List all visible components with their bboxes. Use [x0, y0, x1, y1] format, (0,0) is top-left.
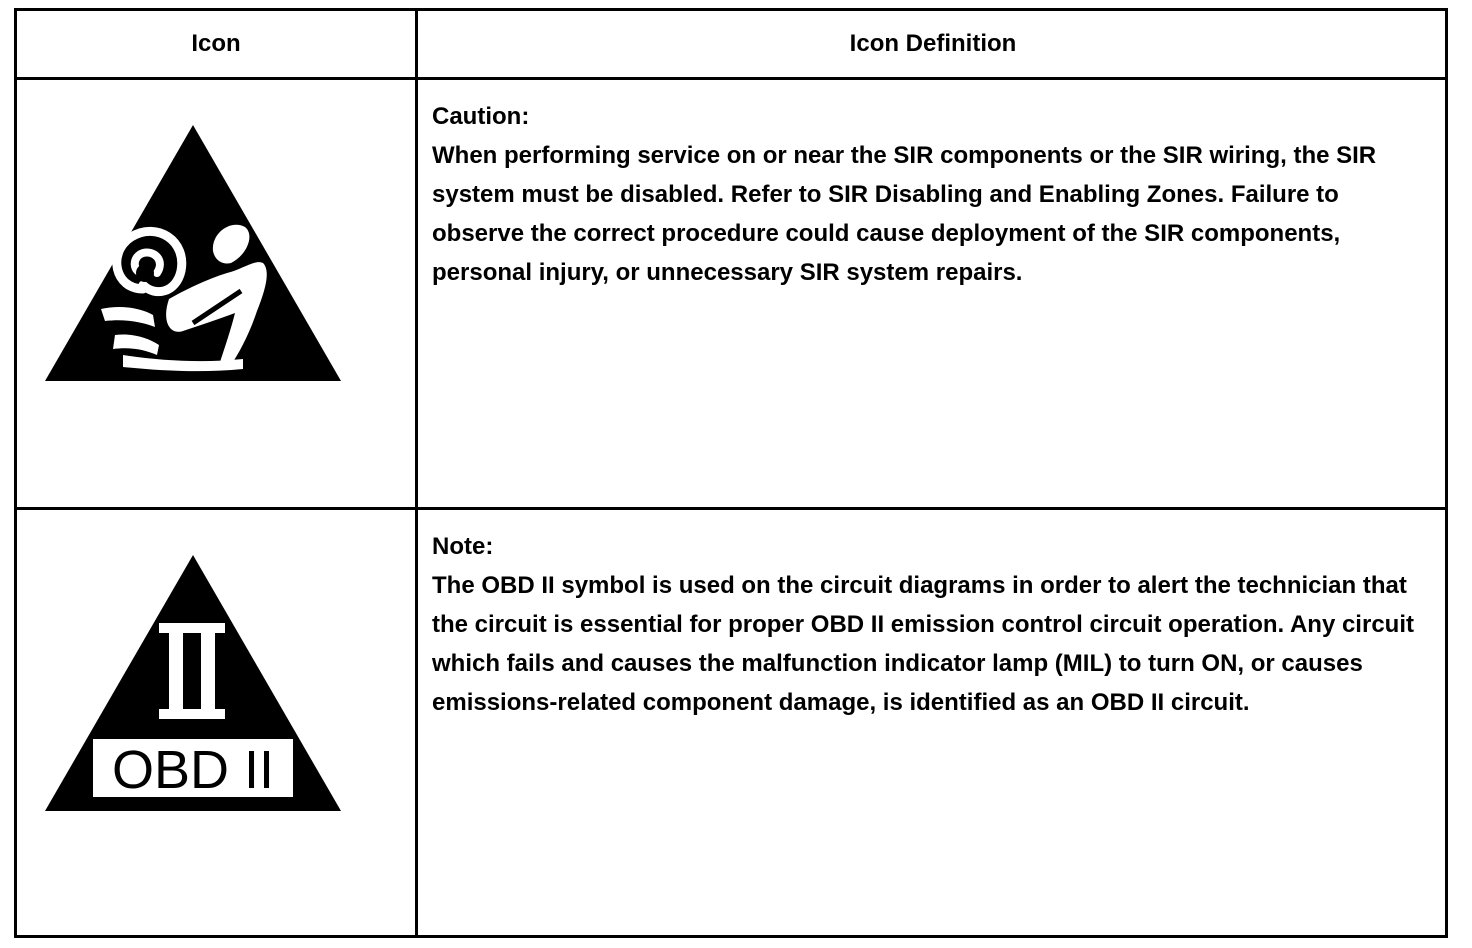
obd-ii-icon-text: OBD II — [111, 740, 275, 800]
header-icon: Icon — [191, 30, 241, 57]
note-text: The OBD II symbol is used on the circuit diagrams in order to alert the technician that the circuit is essential for proper OBD II emission control circuit operation. Any circuit which fails and causes the malfunction indicator lamp (MIL) to turn ON, or causes emissions-related component damage, is identified as an OBD II circuit. — [432, 572, 1414, 716]
caution-label: Caution: — [432, 103, 530, 130]
header-divider — [17, 77, 1445, 80]
icon-definition-table — [14, 8, 1448, 938]
sir-airbag-warning-icon — [43, 123, 343, 383]
row-divider — [17, 507, 1445, 510]
note-definition — [432, 527, 1432, 722]
caution-definition — [432, 97, 1432, 292]
column-divider — [415, 11, 418, 935]
header-icon-definition: Icon Definition — [849, 30, 1017, 57]
obd-ii-icon — [43, 553, 343, 813]
note-label: Note: — [432, 533, 494, 560]
caution-text: When performing service on or near the SIR components or the SIR wiring, the SIR system must be disabled. Refer to SIR Disabling and Enabling Zones. Failure to observe the correct procedure could cause deployment of the SIR components, personal injury, or unnecessary SIR system repairs. — [432, 142, 1377, 286]
